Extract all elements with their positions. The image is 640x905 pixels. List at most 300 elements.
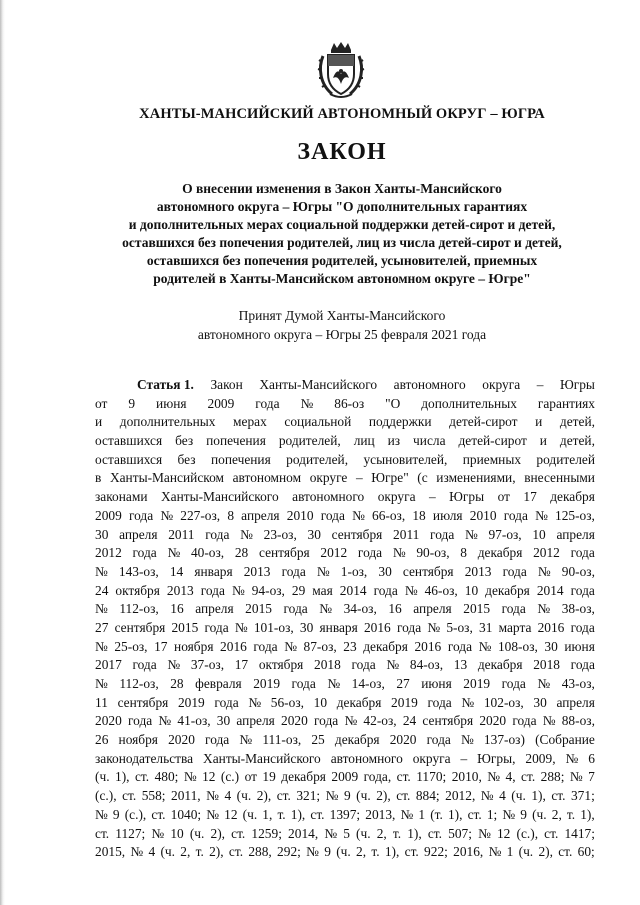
article-word: 2020 [389,732,417,748]
article-word: мерах [233,414,267,430]
article-word: 2, [376,825,387,841]
article-word: года [255,395,280,411]
article-word: ноября [174,638,214,654]
article-word: года [373,582,398,598]
article-word: № [95,601,108,617]
article-word: № [537,601,551,617]
article-word: усыновителей, [363,451,448,467]
article-word: законодательства [95,750,194,766]
article-word: дополнительных [119,414,216,430]
article-word: апреля [236,713,275,729]
article-word: 2012 [95,545,122,561]
article-word: 2018 [533,657,560,673]
article-word: 30 [299,619,314,635]
article-word: года [320,507,345,523]
article-word: (с.), [516,825,539,841]
article-word: № [130,844,144,860]
article-word: № [160,507,174,523]
article-word: 2019 [391,694,418,710]
article-word: № [542,713,556,729]
article-word: № [231,582,245,598]
article-word: 17 [154,638,168,654]
article-word: 2018 [314,657,341,673]
article-word: № [461,732,474,748]
article-word: 1, [262,806,273,822]
article-word: № [427,619,441,635]
article-word: года [200,582,225,598]
article-word: 9 [128,395,136,411]
article-word: ст. [95,825,110,841]
article-word: родителей, [278,433,341,449]
subject-line: оставшихся без попечения родителей, усыновителей, приемных [146,253,538,268]
article-word: 12 [496,825,511,841]
article-word: 2), [209,844,224,860]
article-word: 8 [460,545,467,561]
article-word: октября [115,582,160,598]
article-word: 30 [544,638,558,654]
article-word: внесенными [524,470,595,486]
article-word: социальной [284,414,352,430]
article-line [95,768,595,787]
article-word: (ч. [160,844,176,860]
article-word: 2014 [339,582,367,598]
article-word: 84-оз, [409,657,444,673]
article-word: года [291,676,316,691]
article-word: т. [277,806,286,822]
subject-line: и дополнительных мерах социальной поддержки детей-сирот и детей, [128,217,556,232]
article-word: от [95,395,108,411]
article-word: ст. [544,825,559,841]
article-word: 1259; [251,825,282,841]
article-word: и [535,414,543,430]
article-word: года [281,563,306,579]
article-word: сентября [117,694,169,710]
article-word: года [430,526,455,542]
article-1-text [95,376,595,862]
article-word: № [167,657,181,673]
article-word: № [95,676,108,691]
article-word: № [502,806,516,822]
article-word: апреля [241,507,280,523]
article-word: 2), [538,844,553,860]
article-word: 24 [402,713,417,729]
article-word: февраля [195,676,242,691]
article-word: года [214,694,239,710]
article-word: без [177,451,196,467]
article-word: 2, [180,844,191,860]
article-word: попечения [210,451,271,467]
article-word: ст. [521,769,536,785]
article-word: 288; [540,769,565,785]
article-word: 1; [486,806,498,822]
article-line [95,806,595,825]
article-word: № [480,788,494,804]
article-word: № [324,825,338,841]
article-word: сентября [422,713,474,729]
article-word: 26 [95,732,109,748]
article-word: 31 [479,619,493,635]
article-word: декабря [477,657,523,673]
article-word: Ханты-Мансийского [259,377,378,392]
article-word: 17 [523,489,537,505]
article-word: 922; [424,844,448,860]
article-word: детей, [559,414,595,430]
subject-line: О внесении изменения в Закон Ханты-Мансийского [182,181,502,196]
article-word: 292; [277,844,301,860]
article-word: года [501,601,526,617]
article-word: т. [371,844,380,860]
article-word: года [570,619,595,635]
article-word: т. [566,806,576,822]
article-word: ст. [396,788,411,804]
article-word: 1170; [416,769,447,785]
article-word: июня [564,638,595,654]
article-word: 56-оз, [270,694,304,710]
article-line [95,825,595,844]
article-word: Ханты-Мансийском [109,470,224,486]
article-word: 43-оз, [561,676,595,691]
article-word: числа [413,433,446,449]
article-word: № [478,825,491,841]
article-label: Статья 1. [137,377,194,392]
article-word: детей-сирот [449,414,518,430]
article-word: 102-оз, [483,694,524,710]
article-word: 14 [169,563,184,579]
article-word: ст. [151,806,166,822]
article-word: года [426,732,451,748]
article-word: № [537,563,551,579]
article-word: 30 [533,694,547,710]
article-word: 38-оз, [561,601,595,617]
article-word: июля [432,507,463,523]
article-word: № [284,638,297,654]
article-word: 2012 [320,545,348,561]
article-word: года [128,507,154,523]
article-word: 2012, [445,788,476,804]
article-word: из [387,433,401,449]
article-word: ст. [467,806,482,822]
article-word: (ч. [511,788,526,804]
article-word: 60; [577,844,595,860]
article-word: № [400,806,414,822]
article-word: № [95,806,108,822]
article-word: 4, [505,769,516,785]
article-word: дополнительных [421,395,517,411]
article-word: № [95,563,108,579]
article-word: 9 [324,844,331,860]
article-word: № [234,619,248,635]
article-word: 558; [141,788,166,804]
article-word: года [127,713,153,729]
article-word: "О [385,395,401,411]
article-word: 87-оз, [303,638,337,654]
article-word: сентября [258,545,310,561]
article-word: ст. [228,844,244,860]
article-word: 1040; [170,806,202,822]
article-word: № [95,638,108,654]
article-word: 7 [588,769,595,785]
article-word: года [314,713,339,729]
article-word: Югры, [477,750,516,766]
article-word: попечения [206,433,266,449]
article-word: лиц [353,433,375,449]
article-word: апреля [119,526,158,542]
article-word: 2015 [171,619,199,635]
article-word: 2011 [168,526,195,542]
article-word: 125-оз, [555,507,595,523]
article-word: года, [363,769,392,785]
article-word: т. [195,844,204,860]
article-word: – [460,750,468,766]
article-line [95,638,595,657]
article-word: 1), [580,806,595,822]
article-word: 23-оз, [263,526,297,542]
article-word: (с.), [124,806,147,822]
article-word: года [501,676,526,691]
article-word: № [306,844,319,860]
article-word: № [565,750,579,766]
article-word: декабря [550,489,595,505]
article-word: года [502,563,527,579]
article-word: № [464,526,478,542]
article-word: автономного [393,377,466,392]
article-word: года [283,601,308,617]
article-word: 1-оз, [340,563,368,579]
article-word: 12 [224,806,238,822]
article-word: 2014 [536,582,564,598]
article-word: апреля [556,526,595,542]
article-word: 9 [520,806,527,822]
article-word: 884; [415,788,440,804]
article-word: 371; [570,788,595,804]
article-word: от [244,769,257,785]
article-word: Югры [559,377,595,392]
article-word: 112-оз, [119,601,159,617]
article-line [95,376,595,395]
article-word: оставшихся [95,433,163,449]
article-word: 2015 [463,601,491,617]
article-word: № [151,825,165,841]
adoption-line: автономного округа – Югры 25 февраля 2021 года [197,327,487,342]
article-word: № [316,563,330,579]
law-title: ЗАКОН [297,139,387,165]
article-word: № [158,713,172,729]
article-word: № [344,713,358,729]
article-word: 97-оз, [488,526,522,542]
article-word: 12 [202,769,216,785]
article-word: 1), [407,825,422,841]
article-word: 6 [588,750,595,766]
article-line [95,451,595,470]
article-word: 2009 [207,395,235,411]
article-word: 34-оз, [343,601,377,617]
article-word: 30 [95,526,109,542]
scan-left-edge [0,0,5,905]
article-word: 2), [210,825,226,841]
article-word: (ч. [518,844,534,860]
article-word: № [488,844,502,860]
article-word: 2016 [414,638,442,654]
law-subject [0,180,640,288]
article-line [95,395,595,414]
article-word: (ч. [95,769,110,785]
article-word: 30 [307,526,321,542]
article-word: 9 [343,788,351,804]
article-word: (ч. [336,844,351,860]
article-word: Югре" [371,470,409,486]
article-word: 1397; [329,806,361,822]
article-word: (ч. [356,788,371,804]
article-word: 2015 [245,601,272,617]
article-word: 2009 [331,769,359,785]
article-word: 16 [388,601,402,617]
article-word: года [512,713,537,729]
article-word: 8 [227,507,235,523]
article-word: 112-оз, [119,676,159,691]
article-word: сентября [402,563,454,579]
article-word: № [167,545,181,561]
article-word: сентября [114,619,166,635]
article-line [95,507,595,526]
article-word: № [392,545,406,561]
article-word: 30 [216,713,231,729]
article-word: № [239,732,253,748]
article-word: 13 [453,657,468,673]
article-word: января [194,563,233,579]
article-word: – [429,489,436,505]
article-word: 90-оз, [416,545,450,561]
article-word: 10 [464,582,479,598]
article-word: 10 [170,825,184,841]
article-word: 2016 [220,638,247,654]
article-word: 2011, [171,788,201,804]
article-word: Югры [449,489,485,505]
article-word: 17 [234,657,249,673]
article-word: № [535,507,548,523]
article-word: 16 [170,601,184,617]
article-word: (ч. [356,825,371,841]
article-word: 480; [154,769,179,785]
article-word: (ч. [236,788,252,804]
okrug-heading: ХАНТЫ-МАНСИЙСКИЙ АВТОНОМНЫЙ ОКРУГ – ЮГРА [139,106,545,122]
article-word: № [248,694,262,710]
article-word: № [404,582,418,598]
article-word: округа [412,750,451,766]
article-word: гарантиях [537,395,595,411]
article-line [95,432,595,451]
article-word: ст. [310,806,325,822]
article-word: 11 [95,694,108,710]
article-word: 2015, [95,844,126,860]
article-word: – [536,377,544,392]
article-line [95,619,595,638]
article-word: № [569,769,583,785]
article-word: 18 [412,507,426,523]
article-word: 507; [448,825,472,841]
article-word: года [351,657,376,673]
article-word: 41-оз, [177,713,211,729]
article-word: 4 [499,788,506,804]
adoption-line: Принят Думой Ханты-Мансийского [238,308,446,323]
article-word: октября [258,657,304,673]
article-word: 321; [296,788,321,804]
article-word: июня [156,395,187,411]
article-word: (с.), [95,788,117,804]
article-word: родителей [536,451,595,467]
article-word: года [132,657,157,673]
article-word: 143-оз, [118,563,159,579]
article-line [95,563,595,582]
article-word: ст. [558,844,573,860]
article-word: 1), [447,806,463,822]
article-word: 2016 [363,619,391,635]
article-word: автономного [330,750,403,766]
article-word: 27 [396,676,410,691]
article-word: 94-оз, [251,582,285,598]
article-word: № [319,601,333,617]
article-word: 1 [506,844,514,860]
article-word: года [447,638,473,654]
article-word: и [95,414,103,430]
article-word: сентября [331,526,383,542]
article-word: № [537,676,551,691]
article-word: 137-оз) [483,732,525,748]
article-word: 1127; [115,825,146,841]
article-word: года [357,545,383,561]
article-word: 5-оз, [446,619,473,635]
article-word: 2019 [463,676,491,691]
article-line [95,843,595,862]
article-word: 2013 [166,582,194,598]
article-word: ст. [231,825,246,841]
article-word: (ч. [532,806,547,822]
article-word: 2016 [537,619,565,635]
article-word: (с [417,470,428,486]
article-word: 2, [356,844,367,860]
article-word: 4 [224,788,232,804]
article-word: № [300,395,314,411]
article-word: 28 [234,545,249,561]
article-line [95,582,595,601]
article-word: 2013, [365,806,396,822]
article-line [95,750,595,769]
subject-line: автономного округа – Югры "О дополнительных гарантиях [156,199,528,214]
article-word: года [427,694,452,710]
article-word: изменениями, [436,470,516,486]
article-line [95,656,595,675]
article-word: 2020 [95,713,122,729]
article-word: ноября [118,732,158,748]
article-word: 1), [531,788,546,804]
article-line [95,413,595,432]
article-word: 30 [378,563,392,579]
article-word: 1), [115,769,130,785]
article-word: 25-оз, [114,638,148,654]
article-word: без [175,433,194,449]
article-word: (т. [430,806,443,822]
article-word: года [132,545,157,561]
article-word: 2010, [451,769,482,785]
subject-line: родителей в Ханты-Мансийском автономном округе – Югре" [153,271,531,286]
article-word: ст. [551,788,566,804]
article-word: года [570,657,595,673]
article-word: № [461,694,475,710]
article-word: 2009, [525,750,556,766]
article-word: года [570,545,595,561]
article-word: округе [309,470,348,486]
article-word: апреля [556,694,595,710]
article-word: т. [392,825,402,841]
